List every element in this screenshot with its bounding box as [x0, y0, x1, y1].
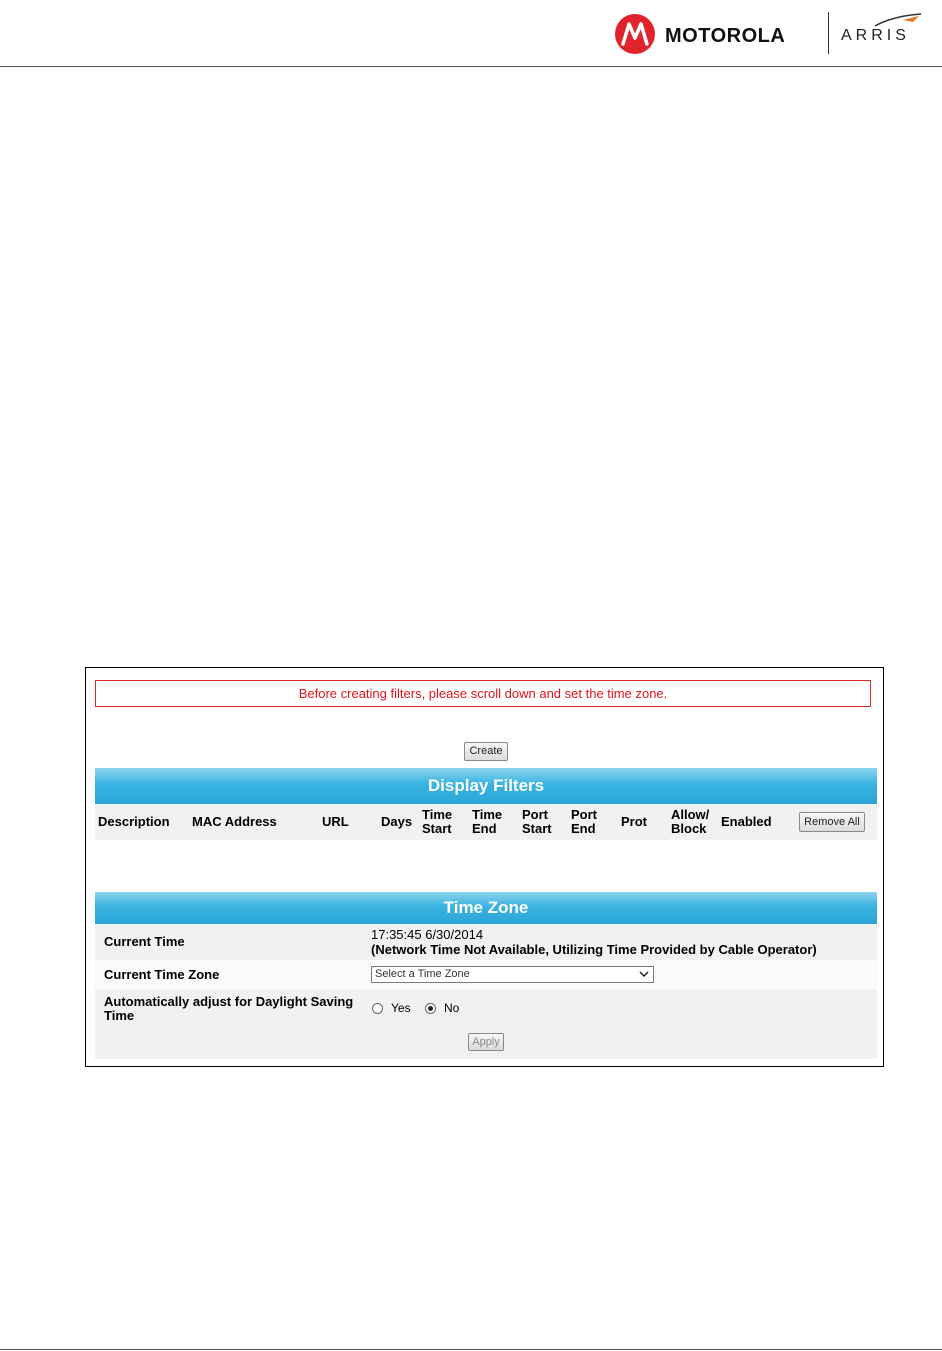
current-time-zone-row	[95, 960, 877, 990]
parental-control-panel	[85, 667, 884, 1067]
time-zone-warning: Before creating filters, please scroll down and set the time zone.	[95, 680, 871, 707]
current-time-row	[95, 924, 877, 960]
apply-button[interactable]: Apply	[468, 1033, 504, 1051]
current-time-label: Current Time	[104, 934, 185, 949]
col-prot: Prot	[621, 814, 647, 829]
motorola-emblem-icon	[615, 14, 655, 54]
chevron-down-icon	[639, 970, 649, 978]
brand-logo	[615, 12, 925, 58]
motorola-wordmark: MOTOROLA	[665, 25, 786, 47]
filter-table-header	[95, 804, 877, 840]
col-allow-block: Allow/ Block	[671, 807, 710, 836]
arris-swoosh-icon	[873, 12, 925, 28]
col-mac-address: MAC Address	[192, 814, 277, 829]
daylight-saving-row	[95, 990, 877, 1026]
dst-yes-radio[interactable]	[372, 1003, 383, 1014]
col-description: Description	[98, 814, 170, 829]
col-port-end: Port End	[571, 807, 597, 836]
dst-no-radio[interactable]	[425, 1003, 436, 1014]
col-days: Days	[381, 814, 413, 829]
daylight-saving-label: Automatically adjust for Daylight Saving Time	[104, 994, 354, 1023]
col-enabled: Enabled	[721, 814, 772, 829]
current-time-clock: 17:35:45 6/30/2014	[371, 927, 484, 942]
current-time-note: (Network Time Not Available, Utilizing Time Provided by Cable Operator)	[371, 942, 817, 957]
dst-yes-label: Yes	[391, 1001, 411, 1015]
col-url: URL	[322, 814, 349, 829]
header-rule	[0, 66, 942, 67]
time-zone-select-value: Select a Time Zone	[375, 968, 470, 980]
arris-wordmark: ARRIS	[841, 27, 910, 44]
create-button[interactable]: Create	[464, 742, 508, 761]
time-zone-banner: Time Zone	[95, 892, 877, 924]
footer-rule	[0, 1349, 942, 1350]
col-time-end: Time End	[472, 807, 503, 836]
col-time-start: Time Start	[422, 807, 453, 836]
current-time-value	[371, 927, 817, 957]
display-filters-banner: Display Filters	[95, 768, 877, 804]
logo-divider	[828, 12, 829, 54]
dst-no-label: No	[444, 1001, 460, 1015]
remove-all-button[interactable]: Remove All	[799, 812, 865, 832]
apply-row	[95, 1026, 877, 1059]
col-port-start: Port Start	[522, 807, 552, 836]
current-time-zone-label: Current Time Zone	[104, 967, 220, 982]
time-zone-select[interactable]	[371, 966, 654, 983]
